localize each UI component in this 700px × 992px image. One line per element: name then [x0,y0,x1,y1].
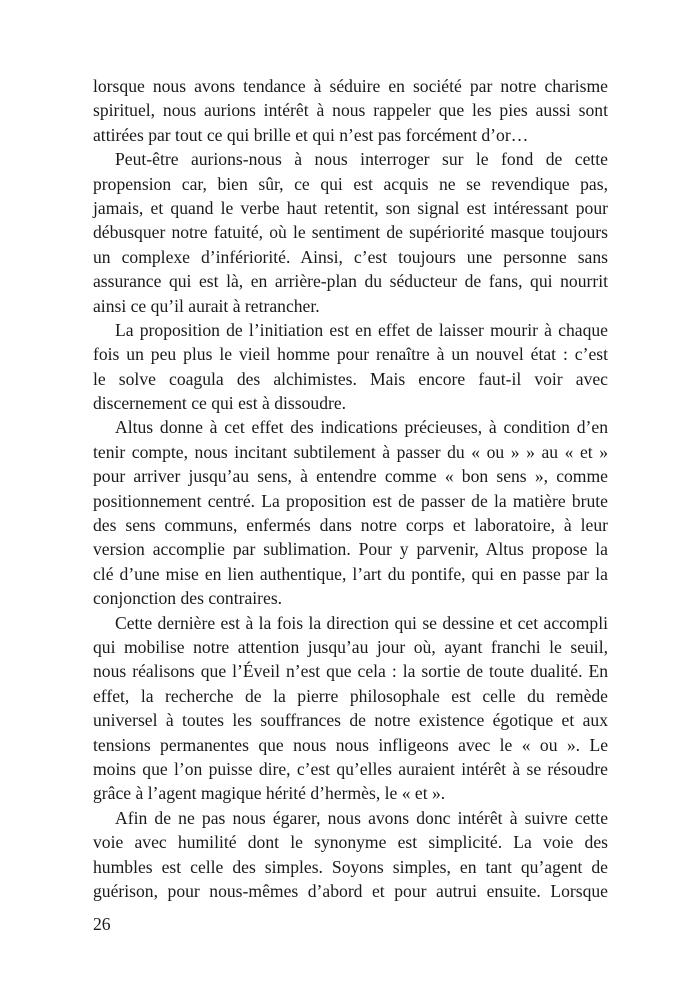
text-line: guérison, pour nous-mêmes d’abord et pour autrui ensuite. Lorsque [93,880,608,901]
text-line: ainsi ce qu’il aurait à retrancher. [93,295,320,316]
paragraph [93,147,608,318]
text-line: lorsque nous avons tendance à séduire en société par notre charisme [93,76,608,96]
text-line: fois un peu plus le vieil homme pour renaître à un nouvel état : c’est [93,344,608,365]
text-line: nous réalisons que l’Éveil n’est que cela : la sortie de toute dualité. En [93,661,608,682]
paragraph [93,806,608,904]
text-line: des sens communs, enfermés dans notre corps et laboratoire, à leur [93,515,608,536]
text-line: le solve coagula des alchimistes. Mais encore faut-il voir avec [93,368,608,389]
text-line: discernement ce qui est à dissoudre. [93,393,347,414]
text-line: tenir compte, nous incitant subtilement à passer du « ou » » au « et » [93,441,608,462]
text-line: Altus donne à cet effet des indications précieuses, à condition d’en [115,417,608,438]
text-line: moins que l’on puisse dire, c’est qu’elles auraient intérêt à se résoudre [93,758,608,779]
text-line: attirées par tout ce qui brille et qui n’est pas forcément d’or… [93,124,529,145]
text-line: grâce à l’agent magique hérité d’hermès, le « et ». [93,783,446,804]
text-line: La proposition de l’initiation est en effet de laisser mourir à chaque [115,319,608,340]
text-line: débusquer notre fatuité, où le sentiment de supériorité masque toujours [93,222,608,243]
text-line: clé d’une mise en lien authentique, l’art du pontife, qui en passe par la [93,563,608,584]
text-line: Afin de ne pas nous égarer, nous avons donc intérêt à suivre cette [115,807,608,828]
text-line: voie avec humilité dont le synonyme est simplicité. La voie des [93,832,608,853]
text-line: humbles est celle des simples. Soyons simples, en tant qu’agent de [93,856,608,877]
text-line: qui mobilise notre attention jusqu’au jour où, ayant franchi le seuil, [93,636,608,657]
text-line: propension car, bien sûr, ce qui est acquis ne se revendique pas, [93,173,608,194]
paragraph [93,611,608,806]
text-line: effet, la recherche de la pierre philosophale est celle du remède [93,685,608,706]
text-line: pour arriver jusqu’au sens, à entendre comme « bon sens », comme [93,466,608,487]
text-line: Cette dernière est à la fois la direction qui se dessine et cet accompli [115,612,608,633]
page-number: 26 [93,914,111,934]
body-text [93,74,608,903]
text-line: assurance qui est là, en arrière-plan du séducteur de fans, qui nourrit [93,271,608,292]
text-line: spirituel, nous aurions intérêt à nous rappeler que les pies aussi sont [93,100,608,121]
paragraph [93,415,608,610]
text-line: version accomplie par sublimation. Pour y parvenir, Altus propose la [93,539,608,560]
text-line: positionnement centré. La proposition est de passer de la matière brute [93,490,608,511]
text-line: tensions permanentes que nous nous infligeons avec le « ou ». Le [93,734,608,755]
text-line: jamais, et quand le verbe haut retentit, son signal est intéressant pour [93,197,608,218]
text-line: Peut-être aurions-nous à nous interroger sur le fond de cette [115,149,608,170]
paragraph [93,74,608,147]
text-line: un complexe d’infériorité. Ainsi, c’est toujours une personne sans [93,246,608,267]
text-line: conjonction des contraires. [93,588,283,609]
paragraph [93,318,608,416]
text-line: universel à toutes les souffrances de notre existence égotique et aux [93,710,608,731]
